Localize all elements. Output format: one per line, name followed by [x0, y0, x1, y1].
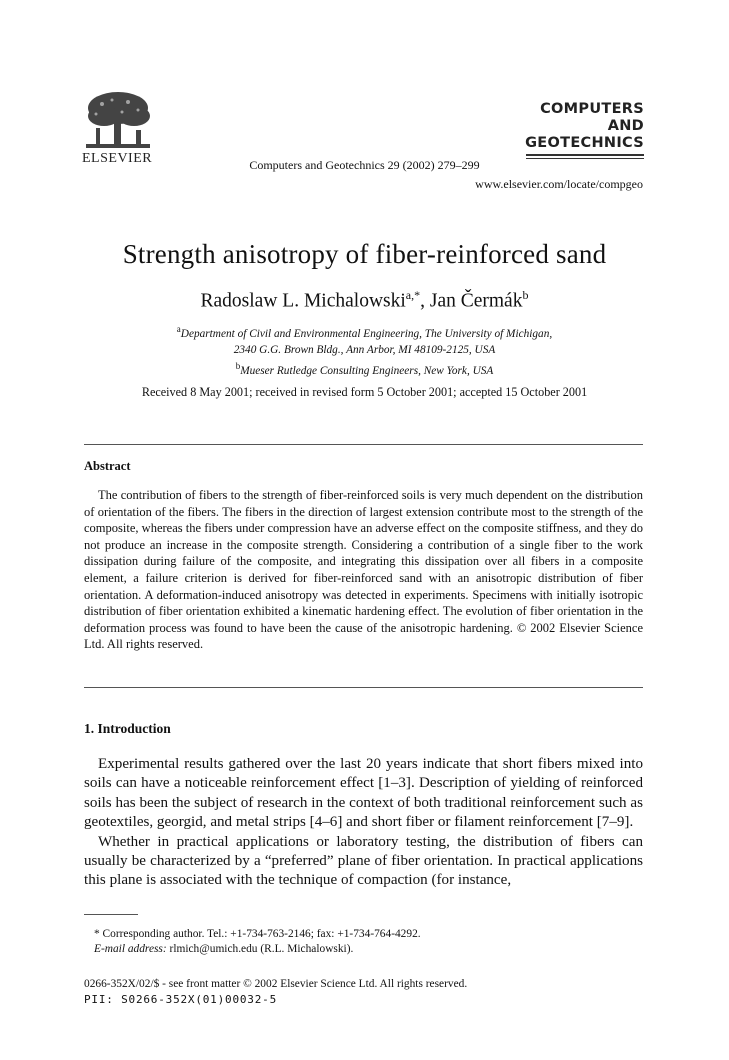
abstract-body	[84, 487, 643, 653]
affiliation-text: Department of Civil and Environmental Engineering, The University of Michigan,	[180, 327, 553, 340]
received-dates: Received 8 May 2001; received in revised form 5 October 2001; accepted 15 October 2001	[141, 385, 588, 399]
author-list	[0, 288, 729, 313]
affiliation-mark: a	[176, 324, 181, 334]
journal-url[interactable]: www.elsevier.com/locate/compgeo	[475, 177, 643, 191]
journal-logo	[508, 101, 644, 161]
journal-logo-line: GEOTECHNICS	[525, 135, 644, 151]
affiliation-b	[0, 358, 729, 379]
paragraph: Experimental results gathered over the last 20 years indicate that short fibers mixed into soils can have a noticeable reinforcement effect [1–3]. Description of yielding of reinforced soils has been the subject of research in the context of both traditional reinforcement such as geotextiles, georgid, and metal strips [4–6] and short fiber or filament reinforcement [7–9].	[84, 756, 643, 831]
journal-logo-rule	[526, 154, 644, 156]
journal-logo-line: COMPUTERS	[540, 101, 644, 117]
journal-citation: Computers and Geotechnics 29 (2002) 279–299	[249, 158, 480, 172]
email-label: E-mail address:	[94, 943, 167, 955]
footnote-email	[94, 942, 421, 957]
abstract-text: The contribution of fibers to the strength of fiber-reinforced soils is very much dependent on the distribution of orientation of the fibers. The fibers in the direction of largest extension contribute most to the strength of the composite, whereas the fibers under compression have an adverse effect on the composite stiffness, and they do not produce an increase in the composite strength. Considering a contribution of a single fiber to the work dissipation during failure of the composite, and integrating this dissipation over all fibers in a composite element, a failure criterion is derived for fiber-reinforced sand with an anisotropic distribution of fiber orientation. A deformation-induced anisotropy was detected in experiments. Specimens with initially isotropic distribution of fiber orientation exhibited a kinematic hardening effect. The evolution of fiber orientation in the deformation process was found to have been the cause of the anisotropic hardening. © 2002 Elsevier Science Ltd. All rights reserved.	[84, 488, 643, 652]
paragraph: Whether in practical applications or laboratory testing, the distribution of fibers can usually be characterized by a “preferred” plane of fiber orientation. In practical applications this plane is associated with the technique of compaction (for instance,	[84, 833, 643, 889]
section-heading: 1. Introduction	[84, 721, 171, 736]
journal-logo-rule	[526, 158, 644, 159]
email-value[interactable]: rlmich@umich.edu (R.L. Michalowski).	[166, 943, 354, 955]
front-matter	[84, 977, 467, 1007]
issn-line: 0266-352X/02/$ - see front matter © 2002 Elsevier Science Ltd. All rights reserved.	[84, 978, 468, 990]
author-affiliation-mark: a,*	[405, 288, 421, 302]
author-separator: ,	[420, 290, 430, 312]
affiliation-mark: b	[235, 360, 241, 371]
elsevier-tree-logo	[82, 90, 154, 152]
journal-logo-line: AND	[607, 118, 644, 134]
author-name: Radoslaw L. Michalowski	[200, 290, 406, 312]
divider	[84, 444, 643, 445]
divider	[84, 687, 643, 688]
publisher-name: ELSEVIER	[82, 151, 153, 166]
footnote-rule	[84, 914, 138, 915]
abstract-heading: Abstract	[84, 459, 131, 473]
affiliation-a-address: 2340 G.G. Brown Bldg., Ann Arbor, MI 48109-2125, USA	[233, 343, 496, 356]
affiliation-text: Mueser Rutledge Consulting Engineers, New York, USA	[240, 364, 494, 377]
affiliations	[0, 321, 729, 379]
article-title: Strength anisotropy of fiber-reinforced sand	[122, 239, 607, 269]
author-affiliation-mark: b	[522, 288, 529, 302]
footnote-corresponding: * Corresponding author. Tel.: +1-734-763-2146; fax: +1-734-764-4292.	[94, 928, 421, 940]
footnote	[94, 927, 421, 957]
pii-line: PII: S0266-352X(01)00032-5	[84, 993, 277, 1006]
author-name: Jan Čermák	[429, 290, 523, 312]
affiliation-a	[0, 321, 729, 342]
section-body	[84, 755, 643, 891]
